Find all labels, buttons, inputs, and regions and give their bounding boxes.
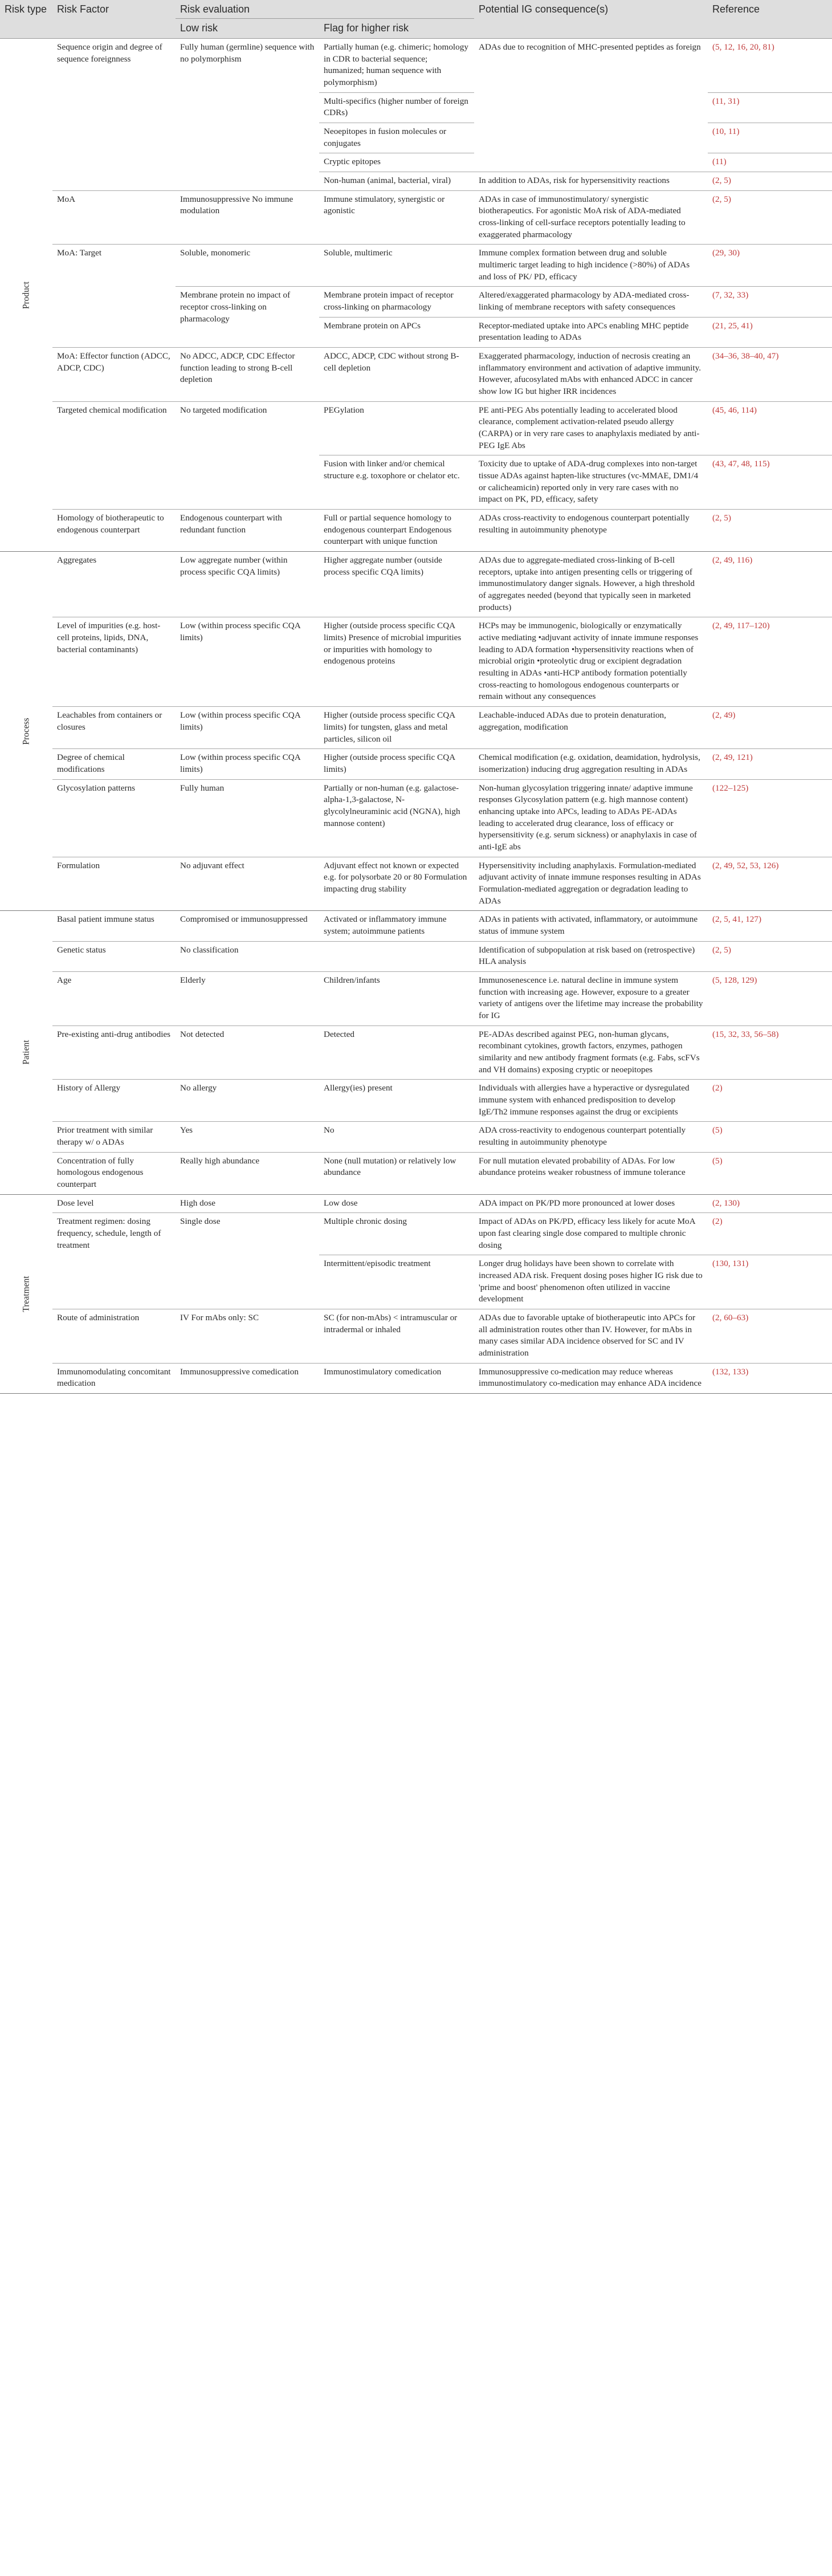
low-risk-cell: No adjuvant effect [176, 857, 319, 911]
header-reference: Reference [708, 0, 832, 38]
risk-factor-cell: Route of administration [52, 1309, 176, 1364]
flag-higher-risk-cell: Intermittent/episodic treatment [319, 1255, 474, 1309]
reference-cell: (130, 131) [708, 1255, 832, 1309]
low-risk-cell: Soluble, monomeric [176, 245, 319, 287]
flag-higher-risk-cell: Non-human (animal, bacterial, viral) [319, 172, 474, 190]
ig-consequence-cell: PE-ADAs described against PEG, non-human glycans, recombinant cytokines, growth factors, enzymes, pathogen similarity and new antibody fragment formats (e.g. Fabs, scFVs and VH domains) exposing cryptic or neoepitopes [474, 1025, 708, 1080]
low-risk-cell: Membrane protein no impact of receptor cross-linking on pharmacology [176, 287, 319, 348]
reference-cell: (10, 11) [708, 123, 832, 153]
reference-cell: (29, 30) [708, 245, 832, 287]
ig-consequence-cell: Immunosuppressive co-medication may reduce whereas immunostimulatory co-medication may enhance ADA incidence [474, 1363, 708, 1393]
ig-consequence-cell: Longer drug holidays have been shown to correlate with increased ADA risk. Frequent dosing poses higher IG risk due to 'prime and boost' phenomenon often utilized in vaccine development [474, 1255, 708, 1309]
reference-cell: (2, 49, 52, 53, 126) [708, 857, 832, 911]
low-risk-cell: Low (within process specific CQA limits) [176, 707, 319, 749]
table-header [0, 0, 832, 38]
reference-cell: (5) [708, 1152, 832, 1194]
reference-cell: (5, 12, 16, 20, 81) [708, 38, 832, 92]
risk-factor-cell: Dose level [52, 1194, 176, 1213]
flag-higher-risk-cell: Full or partial sequence homology to endogenous counterpart Endogenous counterpart with unique function [319, 510, 474, 552]
flag-higher-risk-cell: Partially or non-human (e.g. galactose-alpha-1,3-galactose, N-glycolylneuraminic acid (NGNA), high mannose content) [319, 779, 474, 857]
flag-higher-risk-cell: Higher (outside process specific CQA limits) [319, 749, 474, 779]
risk-factor-cell: Aggregates [52, 552, 176, 617]
header-risk-factor: Risk Factor [52, 0, 176, 38]
low-risk-cell: Fully human [176, 779, 319, 857]
ig-consequence-cell: ADA cross-reactivity to endogenous counterpart potentially resulting in autoimmunity phenotype [474, 1122, 708, 1152]
ig-consequence-cell: Toxicity due to uptake of ADA-drug complexes into non-target tissue ADAs against hapten-like structures (vc-MMAE, DM1/4 or calicheamicin) reported only in very rare cases with no impact on PK, PD, efficacy, safety [474, 455, 708, 510]
table-row [0, 911, 832, 941]
flag-higher-risk-cell: Low dose [319, 1194, 474, 1213]
low-risk-cell: No ADCC, ADCP, CDC Effector function leading to strong B-cell depletion [176, 348, 319, 402]
flag-higher-risk-cell: Soluble, multimeric [319, 245, 474, 287]
risk-factor-cell: Formulation [52, 857, 176, 911]
flag-higher-risk-cell: Membrane protein on APCs [319, 317, 474, 347]
table-row [0, 401, 832, 455]
table-row [0, 348, 832, 402]
risk-type-label: Patient [21, 1040, 31, 1065]
risk-factor-cell: Genetic status [52, 941, 176, 971]
table-row [0, 38, 832, 92]
low-risk-cell: Not detected [176, 1025, 319, 1080]
header-ig-consequences: Potential IG consequence(s) [474, 0, 708, 38]
ig-consequence-cell: HCPs may be immunogenic, biologically or enzymatically active mediating •adjuvant activity of innate immune responses leading to ADA formation •hypersensitivity reactions when of microbial origin •proteolytic drug or excipient degradation resulting in ADAs •anti-HCP antibody formation potentially cross-reacting to homologous endogenous counterparts or remain without any consequences [474, 617, 708, 707]
reference-cell: (2, 49, 117–120) [708, 617, 832, 707]
reference-cell: (2, 5) [708, 190, 832, 245]
low-risk-cell: Endogenous counterpart with redundant function [176, 510, 319, 552]
low-risk-cell: Compromised or immunosuppressed [176, 911, 319, 941]
risk-factor-cell: Glycosylation patterns [52, 779, 176, 857]
header-risk-evaluation: Risk evaluation [176, 0, 474, 18]
table-row [0, 1122, 832, 1152]
low-risk-cell: Low aggregate number (within process specific CQA limits) [176, 552, 319, 617]
flag-higher-risk-cell: Immune stimulatory, synergistic or agonistic [319, 190, 474, 245]
risk-factor-cell: Concentration of fully homologous endogenous counterpart [52, 1152, 176, 1194]
ig-consequence-cell: Chemical modification (e.g. oxidation, deamidation, hydrolysis, isomerization) inducing drug aggregation resulting in ADAs [474, 749, 708, 779]
low-risk-cell: No targeted modification [176, 401, 319, 509]
risk-factor-cell: Immunomodulating concomitant medication [52, 1363, 176, 1393]
ig-consequence-cell: Immune complex formation between drug and soluble multimeric target leading to high incidence (>80%) of ADAs and loss of PK/ PD, efficacy [474, 245, 708, 287]
risk-factor-cell: MoA [52, 190, 176, 245]
low-risk-cell: Immunosuppressive comedication [176, 1363, 319, 1393]
low-risk-cell: Low (within process specific CQA limits) [176, 617, 319, 707]
reference-cell: (2, 5, 41, 127) [708, 911, 832, 941]
risk-factor-cell: MoA: Effector function (ADCC, ADCP, CDC) [52, 348, 176, 402]
reference-cell: (2, 49, 116) [708, 552, 832, 617]
ig-consequence-cell: ADAs cross-reactivity to endogenous counterpart potentially resulting in autoimmunity phenotype [474, 510, 708, 552]
flag-higher-risk-cell: PEGylation [319, 401, 474, 455]
flag-higher-risk-cell: Partially human (e.g. chimeric; homology in CDR to bacterial sequence; humanized; human sequence with polymorphism) [319, 38, 474, 92]
flag-higher-risk-cell: Detected [319, 1025, 474, 1080]
table-row [0, 1309, 832, 1364]
ig-consequence-cell: Hypersensitivity including anaphylaxis. Formulation-mediated adjuvant activity of innate immune responses resulting in ADAs Formulation-mediated aggregation or degradation leading to ADAs [474, 857, 708, 911]
low-risk-cell: IV For mAbs only: SC [176, 1309, 319, 1364]
table-row [0, 971, 832, 1025]
header-flag-higher-risk: Flag for higher risk [319, 18, 474, 38]
flag-higher-risk-cell: Membrane protein impact of receptor cross-linking on pharmacology [319, 287, 474, 317]
ig-consequence-cell: Altered/exaggerated pharmacology by ADA-mediated cross-linking of membrane receptors with safety consequences [474, 287, 708, 317]
flag-higher-risk-cell: Activated or inflammatory immune system; autoimmune patients [319, 911, 474, 941]
risk-factor-cell: Treatment regimen: dosing frequency, schedule, length of treatment [52, 1213, 176, 1309]
risk-factor-cell: Basal patient immune status [52, 911, 176, 941]
flag-higher-risk-cell: Multi-specifics (higher number of foreign CDRs) [319, 92, 474, 123]
reference-cell: (132, 133) [708, 1363, 832, 1393]
reference-cell: (122–125) [708, 779, 832, 857]
flag-higher-risk-cell: Higher aggregate number (outside process specific CQA limits) [319, 552, 474, 617]
table-row [0, 857, 832, 911]
table-row [0, 941, 832, 971]
flag-higher-risk-cell: Children/infants [319, 971, 474, 1025]
risk-type-cell [0, 552, 52, 911]
reference-cell: (43, 47, 48, 115) [708, 455, 832, 510]
low-risk-cell: No allergy [176, 1080, 319, 1122]
low-risk-cell: Single dose [176, 1213, 319, 1309]
risk-type-label: Treatment [21, 1276, 31, 1312]
ig-consequence-cell: Non-human glycosylation triggering innate/ adaptive immune responses Glycosylation pattern (e.g. high mannose content) enhancing uptake into APCs, leading to ADAs PE-ADAs leading to accelerated drug clearance, loss of efficacy or hypersensitivity (e.g. serum sickness) or anaphylaxis in case of anti-IgE abs [474, 779, 708, 857]
reference-cell: (5, 128, 129) [708, 971, 832, 1025]
risk-factor-cell: Age [52, 971, 176, 1025]
ig-consequence-cell: ADAs due to recognition of MHC-presented peptides as foreign [474, 38, 708, 172]
header-risk-type: Risk type [0, 0, 52, 38]
reference-cell: (7, 32, 33) [708, 287, 832, 317]
risk-factor-cell: Sequence origin and degree of sequence foreignness [52, 38, 176, 190]
reference-cell: (2) [708, 1080, 832, 1122]
reference-cell: (2, 5) [708, 172, 832, 190]
reference-cell: (2, 49, 121) [708, 749, 832, 779]
risk-factor-cell: Homology of biotherapeutic to endogenous counterpart [52, 510, 176, 552]
table-row [0, 1213, 832, 1255]
ig-consequence-cell: PE anti-PEG Abs potentially leading to accelerated blood clearance, complement activation-related pseudo allergy (CARPA) or in very rare cases to anaphylaxis mediated by anti-PEG IgE Abs [474, 401, 708, 455]
table-row [0, 1194, 832, 1213]
flag-higher-risk-cell: Cryptic epitopes [319, 153, 474, 172]
ig-consequence-cell: Leachable-induced ADAs due to protein denaturation, aggregation, modification [474, 707, 708, 749]
flag-higher-risk-cell [319, 941, 474, 971]
risk-factor-cell: Prior treatment with similar therapy w/ o ADAs [52, 1122, 176, 1152]
table-row [0, 1363, 832, 1393]
reference-cell: (2, 130) [708, 1194, 832, 1213]
risk-factor-cell: Leachables from containers or closures [52, 707, 176, 749]
ig-consequence-cell: For null mutation elevated probability of ADAs. For low abundance proteins weaker robustness of immune tolerance [474, 1152, 708, 1194]
flag-higher-risk-cell: Fusion with linker and/or chemical structure e.g. toxophore or chelator etc. [319, 455, 474, 510]
table-body [0, 38, 832, 1393]
ig-consequence-cell: ADAs in patients with activated, inflammatory, or autoimmune status of immune system [474, 911, 708, 941]
flag-higher-risk-cell: Multiple chronic dosing [319, 1213, 474, 1255]
ig-consequence-cell: In addition to ADAs, risk for hypersensitivity reactions [474, 172, 708, 190]
ig-consequence-cell: ADAs in case of immunostimulatory/ synergistic biotherapeutics. For agonistic MoA risk of ADA-mediated cross-linking of cell-surface receptors potentially leading to exaggerated pharmacology [474, 190, 708, 245]
ig-consequence-cell: Exaggerated pharmacology, induction of necrosis creating an inflammatory environment and activation of adaptive immunity. However, afucosylated mAbs with enhanced ADCC in cancer show low IG but higher IRR incidences [474, 348, 708, 402]
table-row [0, 1025, 832, 1080]
flag-higher-risk-cell: SC (for non-mAbs) < intramuscular or intradermal or inhaled [319, 1309, 474, 1364]
reference-cell: (21, 25, 41) [708, 317, 832, 347]
risk-type-cell [0, 1194, 52, 1393]
low-risk-cell: Really high abundance [176, 1152, 319, 1194]
risk-type-label: Process [21, 717, 31, 745]
ig-consequence-cell: Immunosenescence i.e. natural decline in immune system function with increasing age. However, exposure to a greater variety of antigens over the lifetime may increase the probability for IG [474, 971, 708, 1025]
flag-higher-risk-cell: Allergy(ies) present [319, 1080, 474, 1122]
low-risk-cell: Elderly [176, 971, 319, 1025]
reference-cell: (2, 60–63) [708, 1309, 832, 1364]
reference-cell: (2, 5) [708, 510, 832, 552]
table-row [0, 1080, 832, 1122]
reference-cell: (2, 5) [708, 941, 832, 971]
table-row [0, 749, 832, 779]
low-risk-cell: High dose [176, 1194, 319, 1213]
risk-factor-cell: Pre-existing anti-drug antibodies [52, 1025, 176, 1080]
ig-consequence-cell: ADA impact on PK/PD more pronounced at lower doses [474, 1194, 708, 1213]
table-row [0, 552, 832, 617]
table-row [0, 779, 832, 857]
flag-higher-risk-cell: Immunostimulatory comedication [319, 1363, 474, 1393]
reference-cell: (45, 46, 114) [708, 401, 832, 455]
reference-cell: (5) [708, 1122, 832, 1152]
table-row [0, 190, 832, 245]
ig-consequence-cell: ADAs due to aggregate-mediated cross-linking of B-cell receptors, uptake into antigen presenting cells or triggering of immunostimulatory danger signals. However, a high threshold of aggregates needed (beyond that typically seen in marketed products) [474, 552, 708, 617]
risk-type-cell [0, 38, 52, 551]
risk-type-cell [0, 911, 52, 1194]
low-risk-cell: No classification [176, 941, 319, 971]
ig-consequence-cell: Individuals with allergies have a hyperactive or dysregulated immune system with enhanced predisposition to develop IgE/Th2 immune responses against the drug or excipients [474, 1080, 708, 1122]
reference-cell: (2, 49) [708, 707, 832, 749]
table-row [0, 1152, 832, 1194]
low-risk-cell: Fully human (germline) sequence with no polymorphism [176, 38, 319, 190]
table-row [0, 245, 832, 287]
header-low-risk: Low risk [176, 18, 319, 38]
reference-cell: (2) [708, 1213, 832, 1255]
reference-cell: (11, 31) [708, 92, 832, 123]
reference-cell: (11) [708, 153, 832, 172]
ig-consequence-cell: ADAs due to favorable uptake of biotherapeutic into APCs for all administration routes other than IV. However, for mAbs in many cases similar ADA incidence observed for SC and IV administration [474, 1309, 708, 1364]
risk-factor-cell: Level of impurities (e.g. host-cell proteins, lipids, DNA, bacterial contaminants) [52, 617, 176, 707]
risk-factor-cell: History of Allergy [52, 1080, 176, 1122]
table-row [0, 510, 832, 552]
flag-higher-risk-cell: None (null mutation) or relatively low abundance [319, 1152, 474, 1194]
flag-higher-risk-cell: Higher (outside process specific CQA limits) Presence of microbial impurities or impurities with homology to endogenous proteins [319, 617, 474, 707]
table-row [0, 617, 832, 707]
reference-cell: (15, 32, 33, 56–58) [708, 1025, 832, 1080]
low-risk-cell: Low (within process specific CQA limits) [176, 749, 319, 779]
flag-higher-risk-cell: Higher (outside process specific CQA limits) for tungsten, glass and metal particles, silicon oil [319, 707, 474, 749]
flag-higher-risk-cell: ADCC, ADCP, CDC without strong B-cell depletion [319, 348, 474, 402]
ig-consequence-cell: Identification of subpopulation at risk based on (retrospective) HLA analysis [474, 941, 708, 971]
risk-type-label: Product [21, 281, 31, 309]
risk-factor-cell: MoA: Target [52, 245, 176, 348]
ig-consequence-cell: Receptor-mediated uptake into APCs enabling MHC peptide presentation leading to ADAs [474, 317, 708, 347]
risk-factor-cell: Targeted chemical modification [52, 401, 176, 509]
flag-higher-risk-cell: Adjuvant effect not known or expected e.g. for polysorbate 20 or 80 Formulation impacting drug stability [319, 857, 474, 911]
low-risk-cell: Immunosuppressive No immune modulation [176, 190, 319, 245]
ig-consequence-cell: Impact of ADAs on PK/PD, efficacy less likely for acute MoA upon fast clearing single dose compared to multiple chronic dosing [474, 1213, 708, 1255]
reference-cell: (34–36, 38–40, 47) [708, 348, 832, 402]
low-risk-cell: Yes [176, 1122, 319, 1152]
risk-factor-cell: Degree of chemical modifications [52, 749, 176, 779]
table-row [0, 707, 832, 749]
flag-higher-risk-cell: Neoepitopes in fusion molecules or conjugates [319, 123, 474, 153]
flag-higher-risk-cell: No [319, 1122, 474, 1152]
